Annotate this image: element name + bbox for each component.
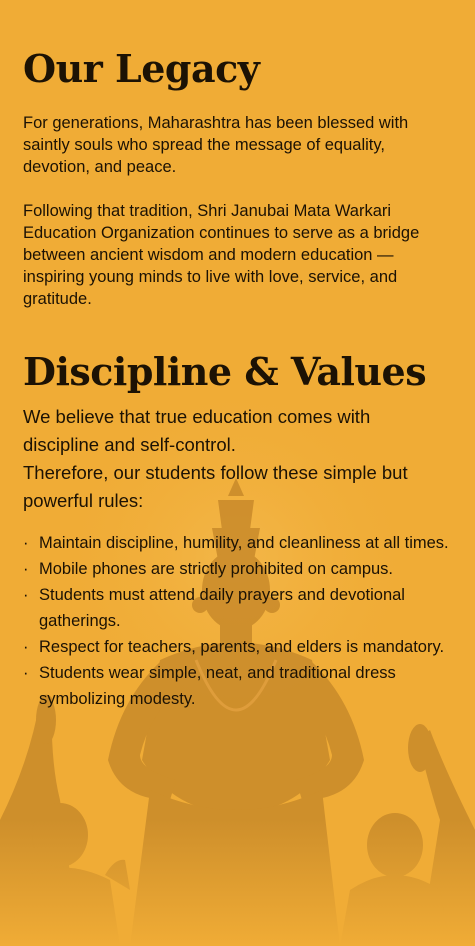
legacy-section — [23, 0, 451, 310]
rule-text: Respect for teachers, parents, and elders is mandatory. — [39, 638, 445, 657]
list-item — [23, 634, 451, 660]
rules-list — [23, 530, 451, 712]
bullet-icon: · — [23, 638, 29, 657]
values-intro-line-1: We believe that true education comes with discipline and self-control. — [23, 406, 371, 456]
rule-text: Students wear simple, neat, and traditional dress symbolizing modesty. — [39, 664, 396, 709]
bullet-icon: · — [23, 664, 29, 683]
values-intro — [23, 403, 451, 515]
legacy-heading: Our Legacy — [23, 46, 260, 91]
rule-text: Mobile phones are strictly prohibited on campus. — [39, 560, 394, 579]
values-section — [23, 350, 451, 713]
rule-text: Maintain discipline, humility, and cleanliness at all times. — [39, 534, 449, 553]
bullet-icon: · — [23, 560, 29, 579]
list-item — [23, 660, 451, 712]
legacy-paragraph-2: Following that tradition, Shri Janubai Mata Warkari Education Organization continues to serve as a bridge between ancient wisdom and modern education — inspiring young minds to live with love, service, and gratitude. — [23, 201, 420, 308]
bullet-icon: · — [23, 534, 29, 553]
list-item — [23, 530, 451, 556]
list-item — [23, 582, 451, 634]
values-heading: Discipline & Values — [23, 348, 427, 394]
list-item — [23, 556, 451, 582]
bullet-icon: · — [23, 586, 29, 605]
values-intro-line-2: Therefore, our students follow these simple but powerful rules: — [23, 462, 408, 512]
rule-text: Students must attend daily prayers and devotional gatherings. — [39, 586, 405, 631]
legacy-paragraph-1: For generations, Maharashtra has been blessed with saintly souls who spread the message of equality, devotion, and peace. — [23, 113, 409, 176]
